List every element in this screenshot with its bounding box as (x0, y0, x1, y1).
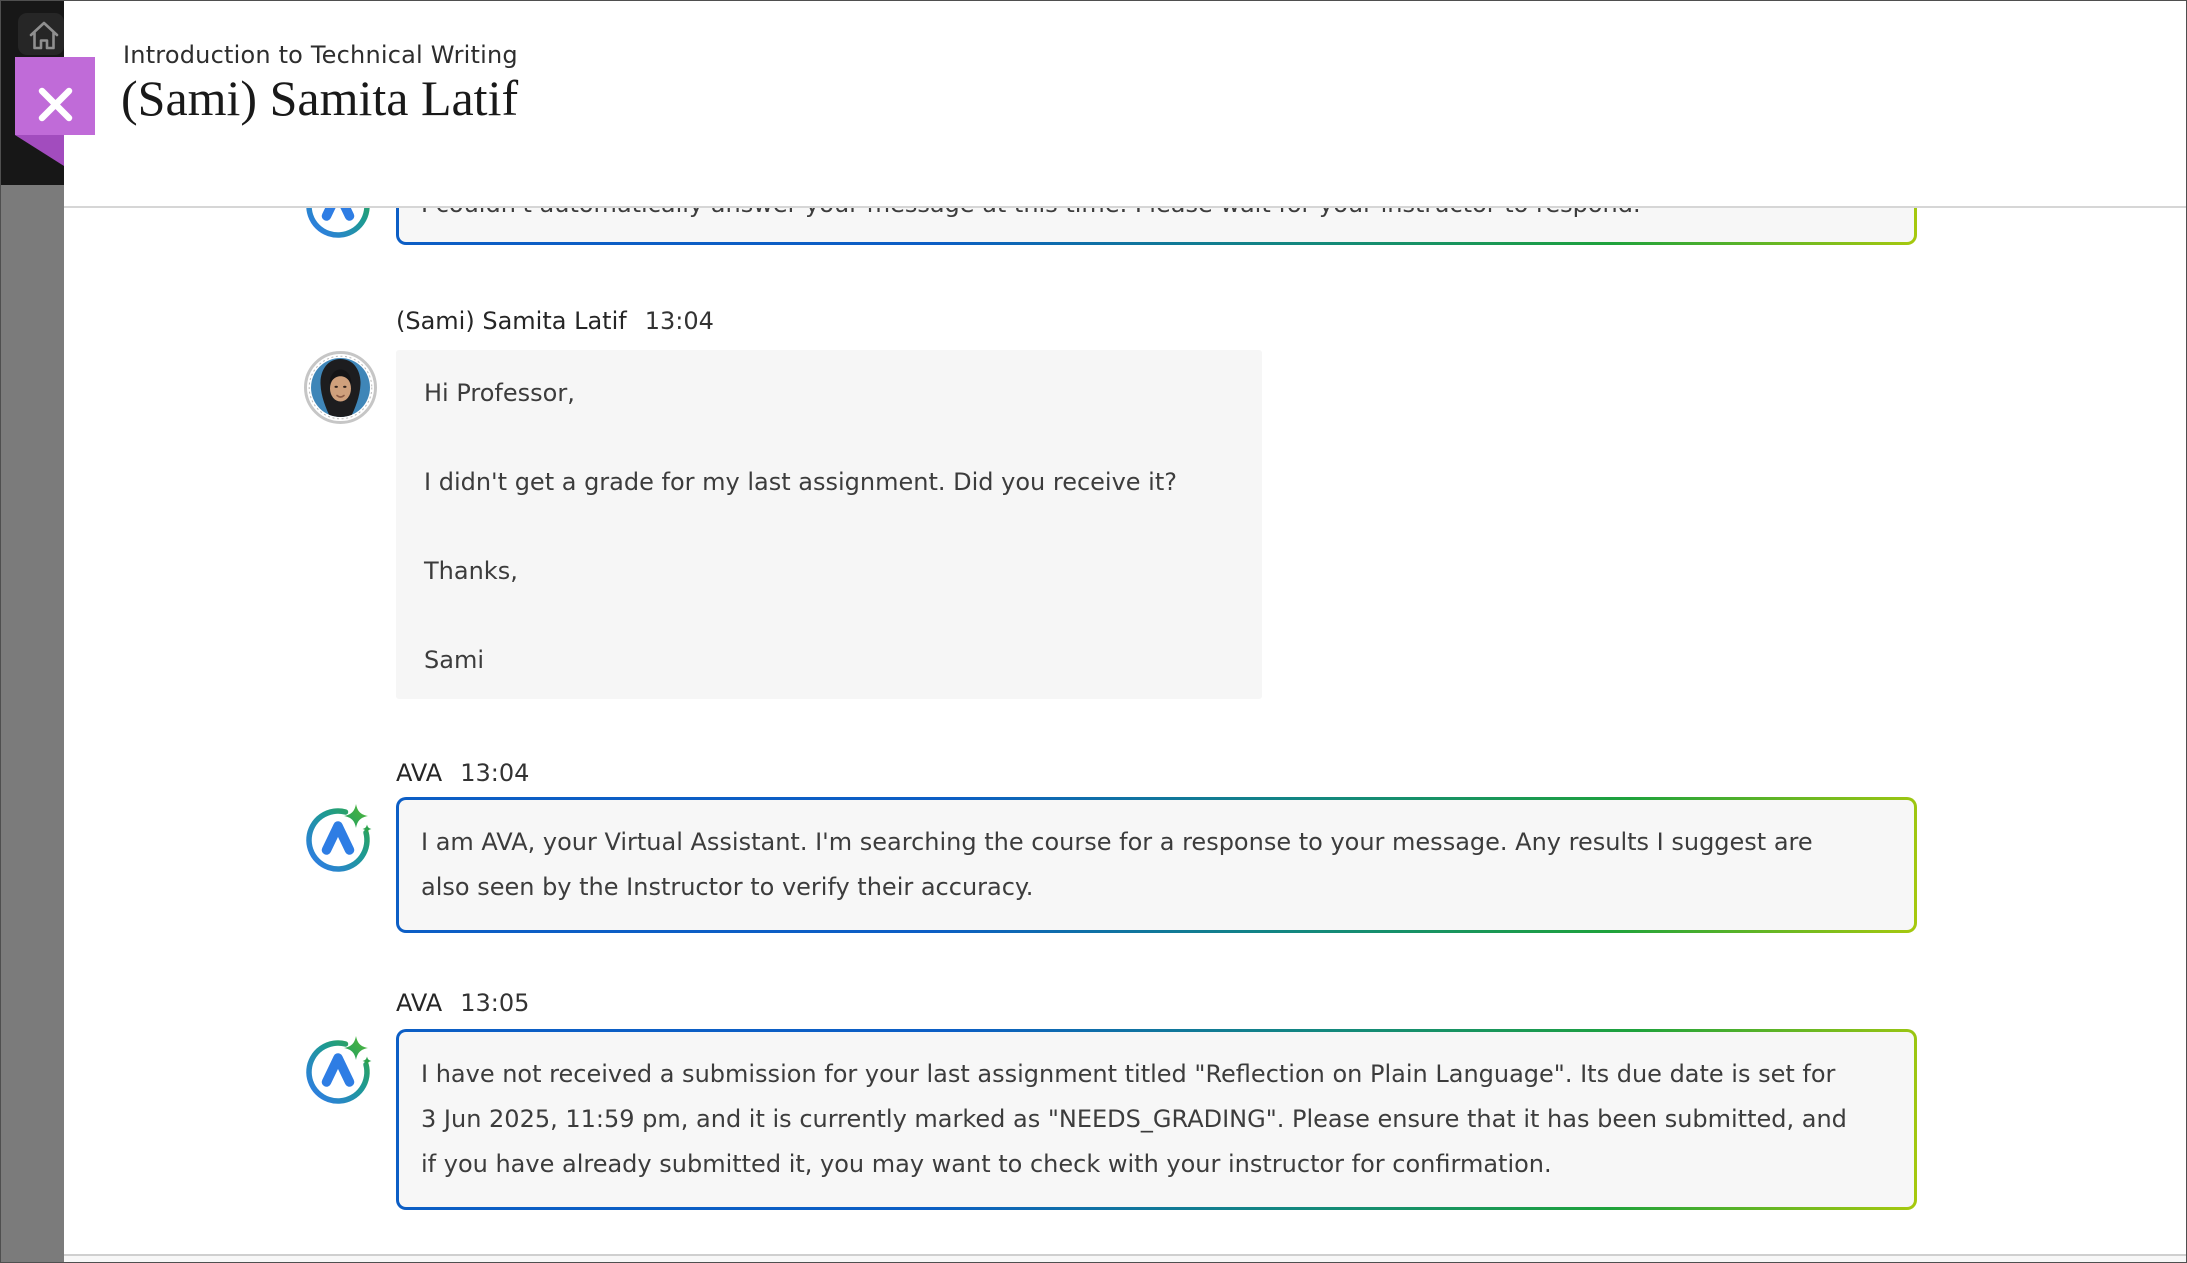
message-meta (396, 307, 714, 335)
close-icon (33, 82, 78, 127)
home-icon (27, 19, 61, 53)
ava-assistant-icon (303, 799, 377, 873)
panel-header (64, 1, 2186, 208)
message-bubble-student (396, 350, 1262, 699)
home-button[interactable] (18, 13, 64, 55)
message-time: 13:04 (460, 759, 530, 787)
ava-assistant-icon (303, 1031, 377, 1105)
message-meta (396, 759, 529, 787)
message-text: Thanks, (424, 557, 518, 585)
page-title: (Sami) Samita Latif (121, 70, 519, 126)
message-time: 13:05 (460, 989, 530, 1017)
background-page-strip (1, 1, 64, 1262)
message-bubble-ava (396, 797, 1917, 933)
message-text: I didn't get a grade for my last assignment. Did you receive it? (424, 468, 1177, 496)
message-sender: (Sami) Samita Latif (396, 307, 627, 335)
message-time: 13:04 (644, 307, 714, 335)
message-text: I am AVA, your Virtual Assistant. I'm searching the course for a response to your message. Any results I suggest are also seen by the Instructor to verify their accuracy. (421, 828, 1813, 901)
message-sender: AVA (396, 989, 443, 1017)
close-button[interactable] (15, 57, 95, 135)
course-title: Introduction to Technical Writing (123, 41, 518, 69)
message-bubble-ava (396, 1029, 1917, 1210)
ribbon-fold (15, 135, 64, 166)
avatar (303, 350, 378, 425)
close-ribbon (15, 57, 95, 166)
message-text: Sami (424, 646, 484, 674)
message-meta (396, 989, 529, 1017)
message-text: I have not received a submission for your last assignment titled "Reflection on Plain Language". Its due date is set for 3 Jun 2025, 11:59 pm, and it is currently marked as "NEEDS_GRADING". Please ensure that it has been submitted, and if you have already submitted it, you may want to check with your instructor for confirmation. (421, 1060, 1847, 1178)
message-text: Hi Professor, (424, 379, 575, 407)
compose-bar-edge (64, 1254, 2186, 1262)
message-sender: AVA (396, 759, 443, 787)
